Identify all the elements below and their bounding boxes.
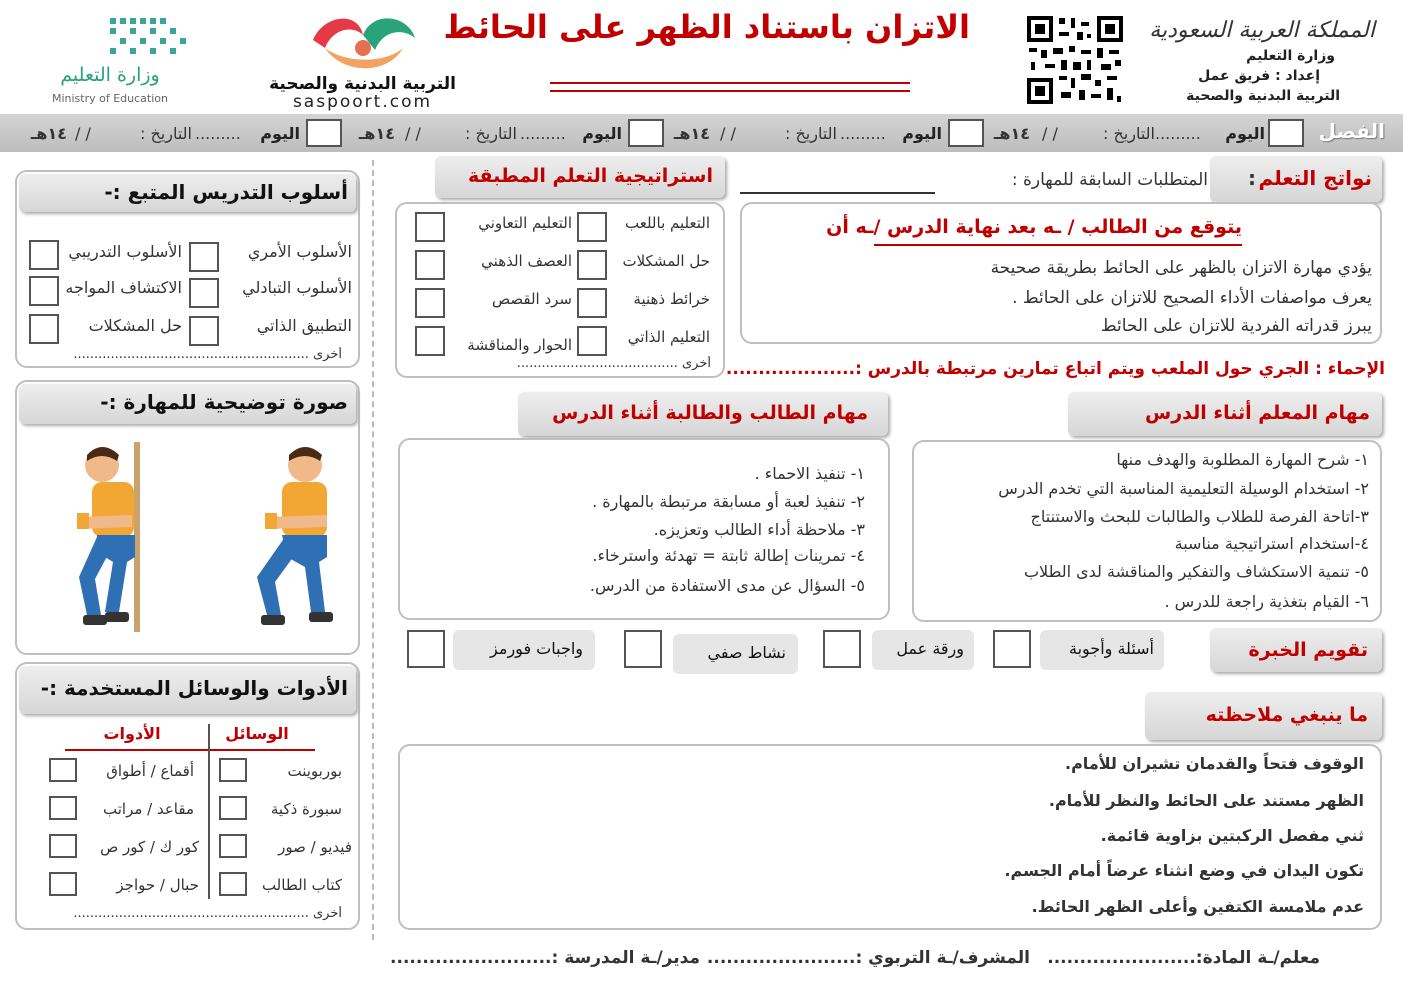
eval-option-1[interactable] (1040, 630, 1164, 670)
style-l1: الأسلوب التدريبي (68, 242, 182, 261)
teacher-task-3: ٣-اتاحة الفرصة للطلاب والطالبات للبحث والاستنتاج (1030, 507, 1369, 526)
means-1: بوربوينت (287, 762, 342, 780)
strategy-other[interactable]: أخرى ....................................... (516, 356, 711, 371)
teacher-task-1: ١- شرح المهارة المطلوبة والهدف منها (1116, 450, 1369, 469)
ministry-name: وزارة التعليم (1246, 48, 1335, 64)
tool-1-check[interactable] (49, 758, 77, 782)
footer-principal[interactable]: مدير/ـة المدرسة :......................... (390, 948, 700, 968)
strategy-l2-check[interactable] (415, 250, 445, 280)
footer-teacher[interactable]: معلم/ـة المادة:....................... (1047, 948, 1320, 968)
style-r1: الأسلوب الأمري (247, 242, 352, 261)
prereq-label: المتطلبات السابقة للمهارة : (1011, 170, 1208, 190)
pe-logo-icon (303, 10, 423, 78)
skill-figure-front-icon (227, 437, 347, 637)
evaluation-tab (1210, 628, 1382, 672)
strategy-l3-check[interactable] (415, 288, 445, 318)
strategy-r2-check[interactable] (577, 250, 607, 280)
date-label-2: التاريخ : (784, 124, 837, 143)
style-l2: الاكتشاف المواجه (65, 278, 182, 297)
tool-2: مقاعد / مراتب (103, 800, 194, 818)
means-2-check[interactable] (219, 796, 247, 820)
means-3: فيديو / صور (278, 838, 352, 856)
teacher-task-4: ٤-استخدام استراتيجية مناسبة (1174, 534, 1369, 553)
outcome-3: يبرز قدراته الفردية للاتزان على الحائط (1100, 316, 1372, 336)
tools-title (19, 666, 356, 714)
learning-outcomes-tab (1210, 156, 1382, 202)
expect-underline (874, 244, 1242, 246)
kingdom-name: المملكة العربية السعودية (1149, 18, 1375, 43)
student-task-3: ٣- ملاحظة أداء الطالب وتعزيزه. (653, 520, 865, 539)
teacher-tasks-panel (912, 440, 1382, 622)
style-r3: التطبيق الذاتي (256, 316, 352, 335)
strategy-r4: التعليم الذاتي (627, 328, 710, 346)
title-underline (550, 82, 910, 84)
student-tasks-title: مهام الطالب والطالبة أثناء الدرس (552, 402, 868, 424)
ministry-logo (20, 12, 200, 107)
expect-title: يتوقع من الطالب / ـه بعد نهاية الدرس /ـه أن (826, 216, 1242, 238)
eval-option-3[interactable] (673, 634, 798, 674)
strategy-l1: التعليم التعاوني (478, 214, 572, 232)
note-2: الظهر مستند على الحائط والنظر للأمام. (1048, 791, 1364, 810)
day-label-4: اليوم (260, 124, 300, 143)
notes-title: ما ينبغي ملاحظته (1205, 704, 1368, 726)
day-box-2[interactable] (628, 119, 664, 147)
means-1-check[interactable] (219, 758, 247, 782)
strategy-r1: التعليم باللعب (625, 214, 710, 232)
left-column-divider (372, 160, 375, 940)
tools-header: الأدوات (103, 724, 161, 743)
tool-1: أقماع / أطواق (106, 762, 194, 780)
means-2: سبورة ذكية (270, 800, 342, 818)
outcomes-panel (740, 202, 1382, 344)
hijri-2: ١٤هـ (673, 124, 710, 143)
eval-option-2-check[interactable] (823, 630, 861, 668)
eval-option-2-label: ورقة عمل (896, 639, 964, 658)
prereq-input-line[interactable] (740, 192, 935, 194)
student-tasks-panel (398, 438, 890, 620)
hijri-4: ١٤هـ (30, 124, 67, 143)
evaluation-title: تقويم الخبرة (1248, 639, 1368, 661)
illustration-title-text: صورة توضيحية للمهارة :- (100, 390, 348, 414)
eval-option-3-check[interactable] (624, 630, 662, 668)
strategy-l4: الحوار والمناقشة (467, 336, 572, 354)
day-dots-3: ......... (520, 124, 566, 143)
tools-panel (15, 662, 360, 930)
header (0, 0, 1403, 112)
tools-title-text: الأدوات والوسائل المستخدمة :- (40, 676, 348, 700)
date-bar (0, 114, 1403, 152)
day-label-2: اليوم (902, 124, 942, 143)
tools-header-line (65, 749, 315, 751)
ministry-logo-text-ar: وزارة التعليم (60, 64, 160, 86)
style-r1-check[interactable] (189, 242, 219, 272)
note-3: ثني مفصل الركبتين بزاوية قائمة. (1100, 826, 1364, 845)
student-tasks-tab (518, 392, 888, 436)
qr-code-icon (1025, 14, 1125, 106)
teaching-style-title (19, 174, 356, 212)
strategy-l3: سرد القصص (491, 290, 572, 308)
eval-option-4-check[interactable] (407, 630, 445, 668)
skill-figure-wall-icon (57, 437, 177, 637)
strategies-panel (395, 202, 725, 378)
teacher-task-6: ٦- القيام بتغذية راجعة للدرس . (1164, 592, 1369, 611)
tool-2-check[interactable] (49, 796, 77, 820)
strategy-tab (435, 156, 725, 198)
style-r3-check[interactable] (189, 316, 219, 346)
department-name: التربية البدنية والصحية (1186, 88, 1340, 104)
pe-logo-text: التربية البدنية والصحية (269, 74, 456, 94)
means-3-check[interactable] (219, 834, 247, 858)
hijri-1: ١٤هـ (993, 124, 1030, 143)
illustration-panel (15, 380, 360, 655)
student-task-2: ٢- تنفيذ لعبة أو مسابقة مرتبطة بالمهارة . (592, 492, 865, 511)
strategy-l4-check[interactable] (415, 326, 445, 356)
date-slash-3: / / (405, 124, 421, 143)
strategy-r4-check[interactable] (577, 326, 607, 356)
style-l3-check[interactable] (29, 314, 59, 344)
learning-outcomes-colon: : (1248, 166, 1256, 190)
strategy-r2: حل المشكلات (622, 252, 710, 270)
notes-tab (1145, 692, 1382, 740)
student-task-4: ٤- تمرينات إطالة ثابتة = تهدئة واسترخاء. (592, 546, 865, 565)
style-r2: الأسلوب التبادلي (242, 278, 352, 297)
teacher-task-2: ٢- استخدام الوسيلة التعليمية المناسبة التي تخدم الدرس (998, 479, 1369, 498)
page-title: الاتزان باستناد الظهر على الحائط (443, 8, 970, 46)
style-r2-check[interactable] (189, 278, 219, 308)
eval-option-1-label: أسئلة وأجوبة (1069, 639, 1154, 658)
eval-option-2[interactable] (872, 630, 974, 670)
eval-option-4-label: واجبات فورمز (490, 639, 583, 658)
date-slash-4: / / (75, 124, 91, 143)
day-box-1[interactable] (948, 119, 984, 147)
day-label-3: اليوم (582, 124, 622, 143)
date-slash-2: / / (720, 124, 736, 143)
class-box[interactable] (1268, 119, 1304, 147)
style-l3: حل المشكلات (88, 316, 182, 335)
hijri-3: ١٤هـ (358, 124, 395, 143)
eval-option-4[interactable] (453, 630, 595, 670)
outcome-1: يؤدي مهارة الاتزان بالظهر على الحائط بطريقة صحيحة (990, 258, 1372, 278)
ministry-logo-text-en: Ministry of Education (51, 92, 168, 105)
tools-col-divider (208, 724, 210, 899)
strategy-l1-check[interactable] (415, 212, 445, 242)
day-label-1: اليوم (1225, 124, 1265, 143)
warmup-text: الإحماء : الجري حول الملعب ويتم اتباع تمارين مرتبطة بالدرس :.................... (725, 359, 1385, 379)
illustration-title (19, 384, 356, 424)
teaching-style-title-text: أسلوب التدريس المتبع :- (104, 180, 348, 204)
means-4-check[interactable] (219, 872, 247, 896)
tool-3-check[interactable] (49, 834, 77, 858)
note-5: عدم ملامسة الكتفين وأعلى الظهر الحائط. (1031, 897, 1364, 916)
title-underline-2 (550, 90, 910, 92)
strategy-l2: العصف الذهني (481, 252, 572, 270)
date-label-4: التاريخ : (139, 124, 192, 143)
strategy-r3: خرائط ذهنية (633, 290, 710, 308)
style-l1-check[interactable] (29, 240, 59, 270)
note-4: تكون اليدان في وضع انثناء عرضاً أمام الجسم. (1004, 861, 1364, 880)
teacher-tasks-tab (1068, 392, 1382, 436)
day-dots-4: ......... (195, 124, 241, 143)
date-slash-1: / / (1042, 124, 1058, 143)
student-task-5: ٥- السؤال عن مدى الاستفادة من الدرس. (589, 576, 865, 595)
prepared-by: إعداد : فريق عمل (1198, 68, 1320, 84)
outcome-2: يعرف مواصفات الأداء الصحيح للاتزان على الحائط . (1012, 288, 1372, 308)
ministry-logo-icon (108, 16, 188, 61)
means-4: كتاب الطالب (261, 876, 342, 894)
notes-panel (398, 744, 1382, 930)
tools-other[interactable]: أخرى ......................................................... (73, 906, 342, 921)
note-1: الوقوف فتحاً والقدمان تشيران للأمام. (1065, 754, 1364, 773)
day-dots-1: ......... (1155, 124, 1201, 143)
day-box-3[interactable] (306, 119, 342, 147)
style-other[interactable]: أخرى ......................................................... (73, 347, 342, 362)
date-label-1: التاريخ : (1102, 124, 1155, 143)
day-dots-2: ......... (840, 124, 886, 143)
means-header: الوسائل (225, 724, 289, 743)
eval-option-1-check[interactable] (993, 630, 1031, 668)
teacher-task-5: ٥- تنمية الاستكشاف والتفكير والمناقشة لدى الطلاب (1023, 562, 1369, 581)
eval-option-3-label: نشاط صفي (707, 643, 786, 662)
student-task-1: ١- تنفيذ الاحماء . (754, 464, 865, 483)
strategy-r1-check[interactable] (577, 212, 607, 242)
teacher-tasks-title: مهام المعلم أثناء الدرس (1144, 402, 1370, 424)
footer-supervisor[interactable]: المشرف/ـة التربوي :....................... (706, 948, 1030, 968)
teaching-style-panel (15, 170, 360, 368)
learning-outcomes-title: نواتج التعلم (1258, 166, 1372, 190)
class-label: الفصل (1318, 119, 1385, 143)
date-label-3: التاريخ : (464, 124, 517, 143)
tool-4-check[interactable] (49, 872, 77, 896)
style-l2-check[interactable] (29, 276, 59, 306)
pe-logo-site: saspoort.com (292, 92, 433, 112)
tool-3: كور ك / كور ص (100, 838, 199, 856)
tool-4: حبال / حواجز (116, 876, 199, 894)
strategy-r3-check[interactable] (577, 288, 607, 318)
strategy-title: استراتيجية التعلم المطبقة (467, 165, 713, 187)
